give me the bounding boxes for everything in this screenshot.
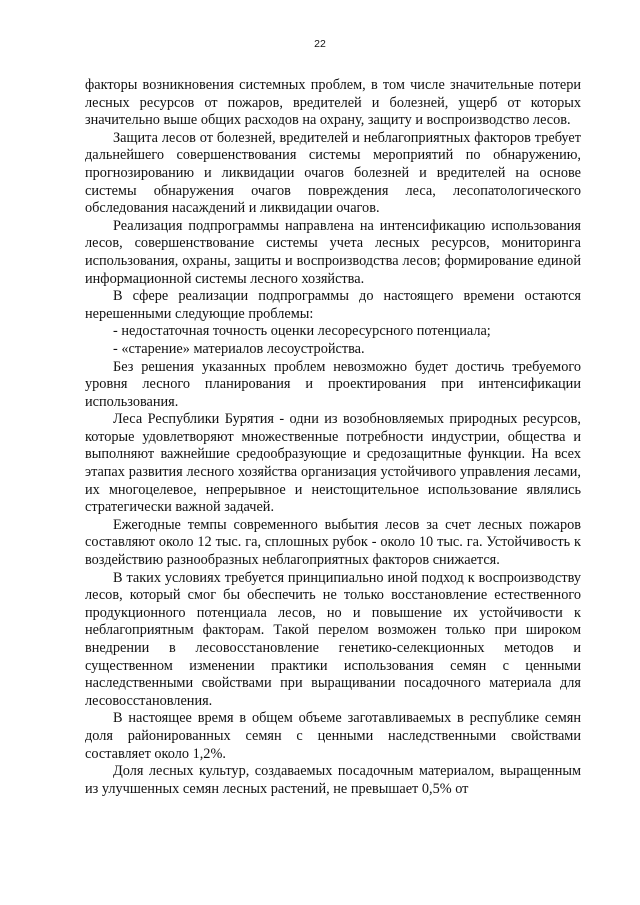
paragraph-forest-cultures-share: Доля лесных культур, создаваемых посадочным материалом, выращенным из улучшенных семян лесных растений, не превышает 0,5% от (85, 763, 581, 797)
page-number: 22 (314, 38, 326, 50)
list-item-accuracy: - недостаточная точность оценки лесоресурсного потенциала; (113, 323, 491, 340)
list-item-aging-materials: - «старение» материалов лесоустройства. (113, 340, 365, 357)
paragraph-forests-of-buryatia: Леса Республики Бурятия - одни из возобновляемых природных ресурсов, которые удовлетворяют множественные потребности индустрии, общества и выполняют важнейшие средообразующие и средозащитные функции. На всех этапах развития лесного хозяйства организация устойчивого управления лесами, их многоцелевое, непрерывное и неистощительное использование являлись стратегически важной задачей. (85, 411, 581, 516)
paragraph-seed-share: В настоящее время в общем объеме заготавливаемых в республике семян доля районированных семян с ценными наследственными свойствами составляет около 1,2%. (85, 710, 581, 762)
body-text (85, 77, 581, 798)
paragraph-subprogram-goals: Реализация подпрограммы направлена на интенсификацию использования лесов, совершенствование системы учета лесных ресурсов, мониторинга использования, охраны, защиты и воспроизводства лесов; формирование единой информационной системы лесного хозяйства. (85, 217, 581, 287)
paragraph-planning-level: Без решения указанных проблем невозможно будет достичь требуемого уровня лесного планирования и проектирования при интенсификации использования. (85, 358, 581, 410)
paragraph-unsolved-problems: В сфере реализации подпрограммы до настоящего времени остаются нерешенными следующие проблемы: (85, 288, 581, 322)
paragraph-forest-loss-rates: Ежегодные темпы современного выбытия лесов за счет лесных пожаров составляют около 12 тыс. га, сплошных рубок - около 10 тыс. га. Устойчивость к воздействию разнообразных неблагоприятных факторов снижается. (85, 516, 581, 569)
paragraph-new-approach: В таких условиях требуется принципиально иной подход к воспроизводству лесов, который смог бы обеспечить не только восстановление естественного продукционного потенциала лесов, но и повышение их устойчивости к неблагоприятным факторам. Такой перелом возможен только при широком внедрении в лесовосстановление генетико-селекционных методов и существенном изменении практики использования семян с ценными наследственными свойствами при выращивании посадочного материала для лесовосстановления. (85, 569, 581, 709)
paragraph-continuation: факторы возникновения системных проблем, в том числе значительные потери лесных ресурсов от пожаров, вредителей и болезней, ущерб от которых значительно выше общих расходов на охрану, защиту и воспроизводство лесов. (85, 77, 581, 129)
paragraph-forest-protection: Защита лесов от болезней, вредителей и неблагоприятных факторов требует дальнейшего совершенствования системы мероприятий по обнаружению, прогнозированию и ликвидации очагов болезней и вредителей на основе системы обнаружения очагов повреждения леса, лесопатологического обследования насаждений и ликвидации очагов. (85, 129, 581, 217)
